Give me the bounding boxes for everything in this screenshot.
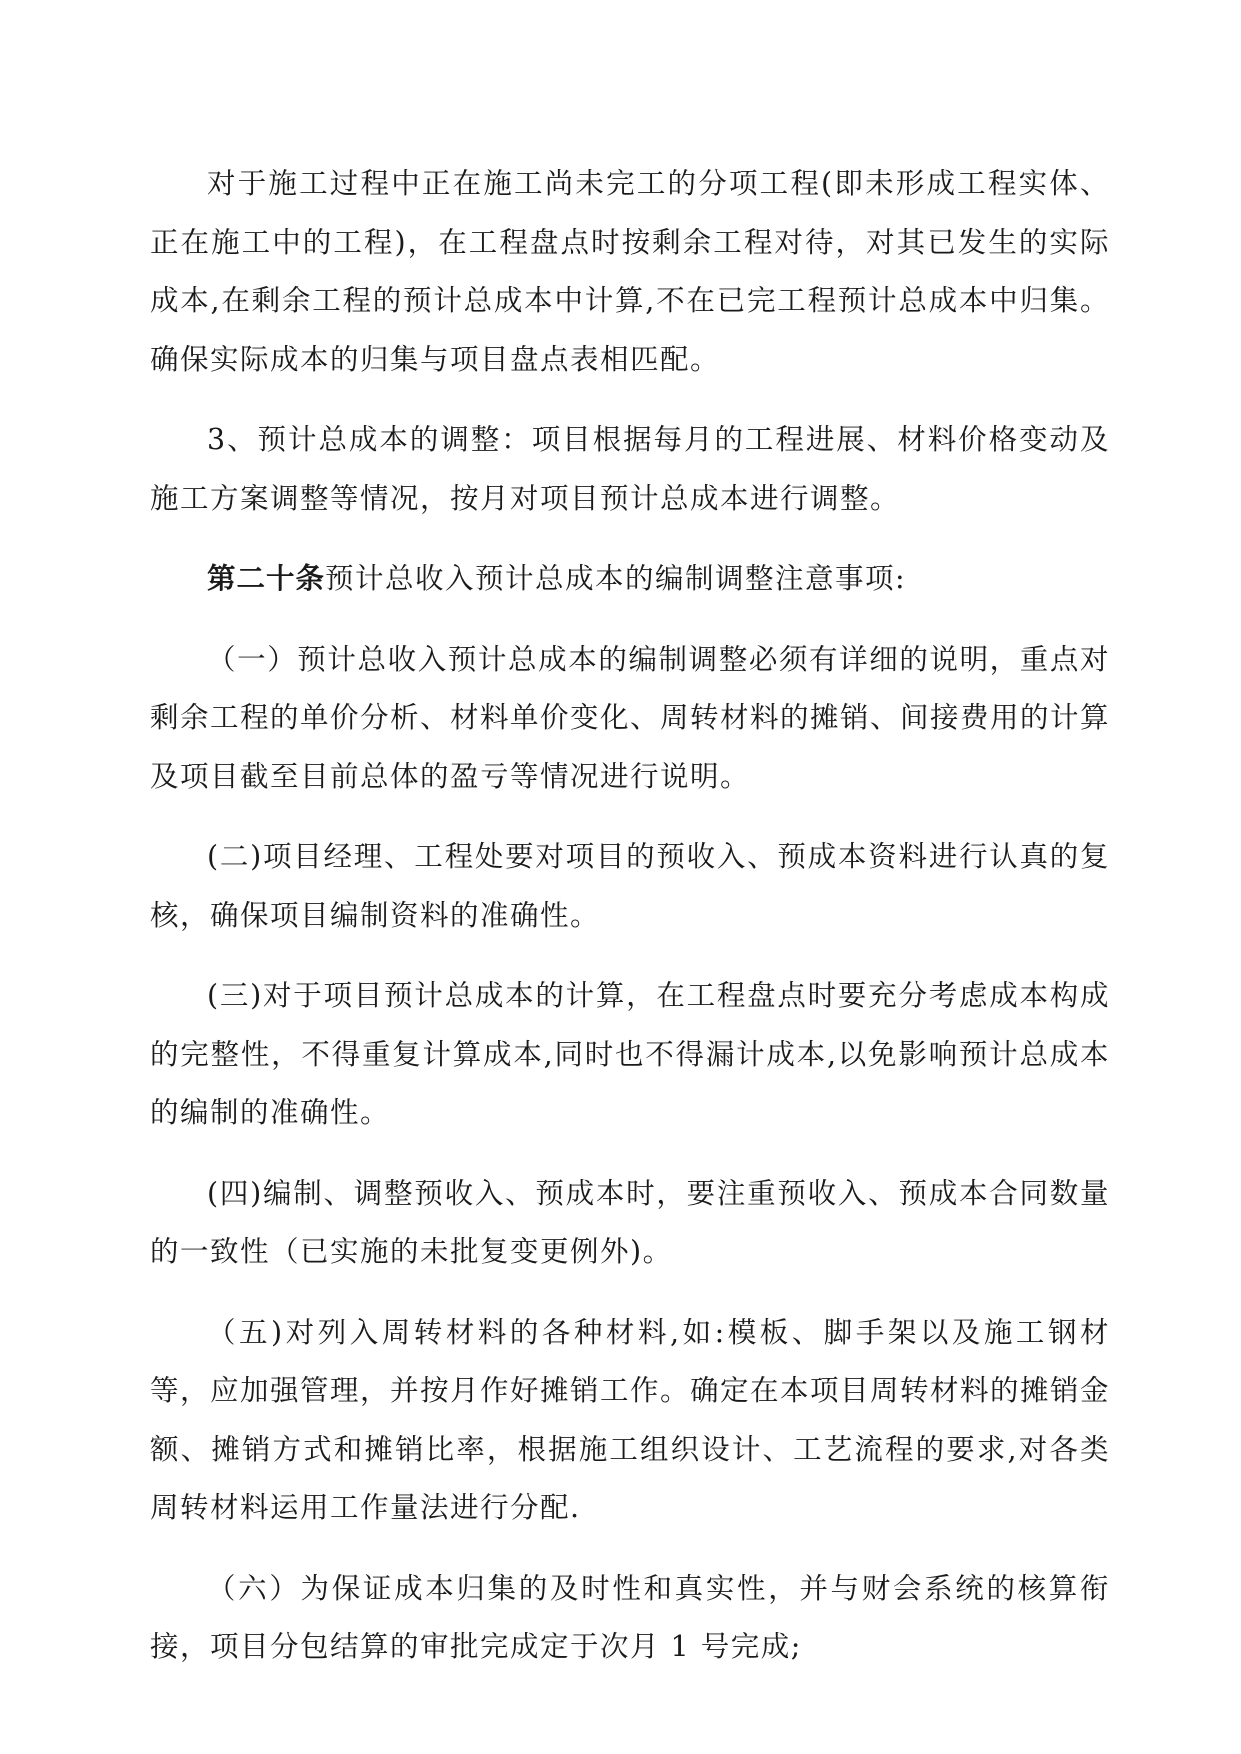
paragraph-article-20 bbox=[150, 550, 1110, 609]
paragraph-text: （一）预计总收入预计总成本的编制调整必须有详细的说明，重点对剩余工程的单价分析、材料单价变化、周转材料的摊销、间接费用的计算及项目截至目前总体的盈亏等情况进行说明。 bbox=[150, 642, 1111, 793]
paragraph-text: (四)编制、调整预收入、预成本时，要注重预收入、预成本合同数量的一致性（已实施的未批复变更例外)。 bbox=[150, 1176, 1110, 1268]
paragraph-item-4 bbox=[150, 1165, 1110, 1282]
paragraph-item-6 bbox=[150, 1560, 1110, 1677]
paragraph-text: （六）为保证成本归集的及时性和真实性，并与财会系统的核算衔接，项目分包结算的审批完成定于次月 1 号完成; bbox=[150, 1571, 1110, 1663]
article-heading: 第二十条 bbox=[207, 562, 326, 595]
paragraph-text: 3、预计总成本的调整：项目根据每月的工程进展、材料价格变动及施工方案调整等情况，按月对项目预计总成本进行调整。 bbox=[150, 423, 1110, 515]
paragraph-text: (三)对于项目预计总成本的计算，在工程盘点时要充分考虑成本构成的完整性，不得重复计算成本,同时也不得漏计成本,以免影响预计总成本的编制的准确性。 bbox=[150, 979, 1110, 1129]
paragraph-item-5 bbox=[150, 1304, 1110, 1538]
paragraph-text: (二)项目经理、工程处要对项目的预收入、预成本资料进行认真的复核，确保项目编制资料的准确性。 bbox=[150, 840, 1110, 932]
paragraph-cost-adjustment bbox=[150, 411, 1110, 528]
paragraph-text: 对于施工过程中正在施工尚未完工的分项工程(即未形成工程实体、正在施工中的工程)，在工程盘点时按剩余工程对待，对其已发生的实际成本,在剩余工程的预计总成本中计算,不在已完工程预计总成本中归集。确保实际成本的归集与项目盘点表相匹配。 bbox=[150, 167, 1110, 376]
paragraph-uncompleted-works bbox=[150, 155, 1110, 389]
paragraph-item-1 bbox=[150, 631, 1110, 807]
paragraph-text: （五)对列入周转材料的各种材料,如:模板、脚手架以及施工钢材等，应加强管理，并按月作好摊销工作。确定在本项目周转材料的摊销金额、摊销方式和摊销比率，根据施工组织设计、工艺流程的要求,对各类周转材料运用工作量法进行分配. bbox=[150, 1315, 1111, 1524]
paragraph-text: 预计总收入预计总成本的编制调整注意事项: bbox=[325, 562, 907, 595]
paragraph-item-3 bbox=[150, 967, 1110, 1143]
document-body bbox=[150, 155, 1110, 1699]
paragraph-item-2 bbox=[150, 828, 1110, 945]
